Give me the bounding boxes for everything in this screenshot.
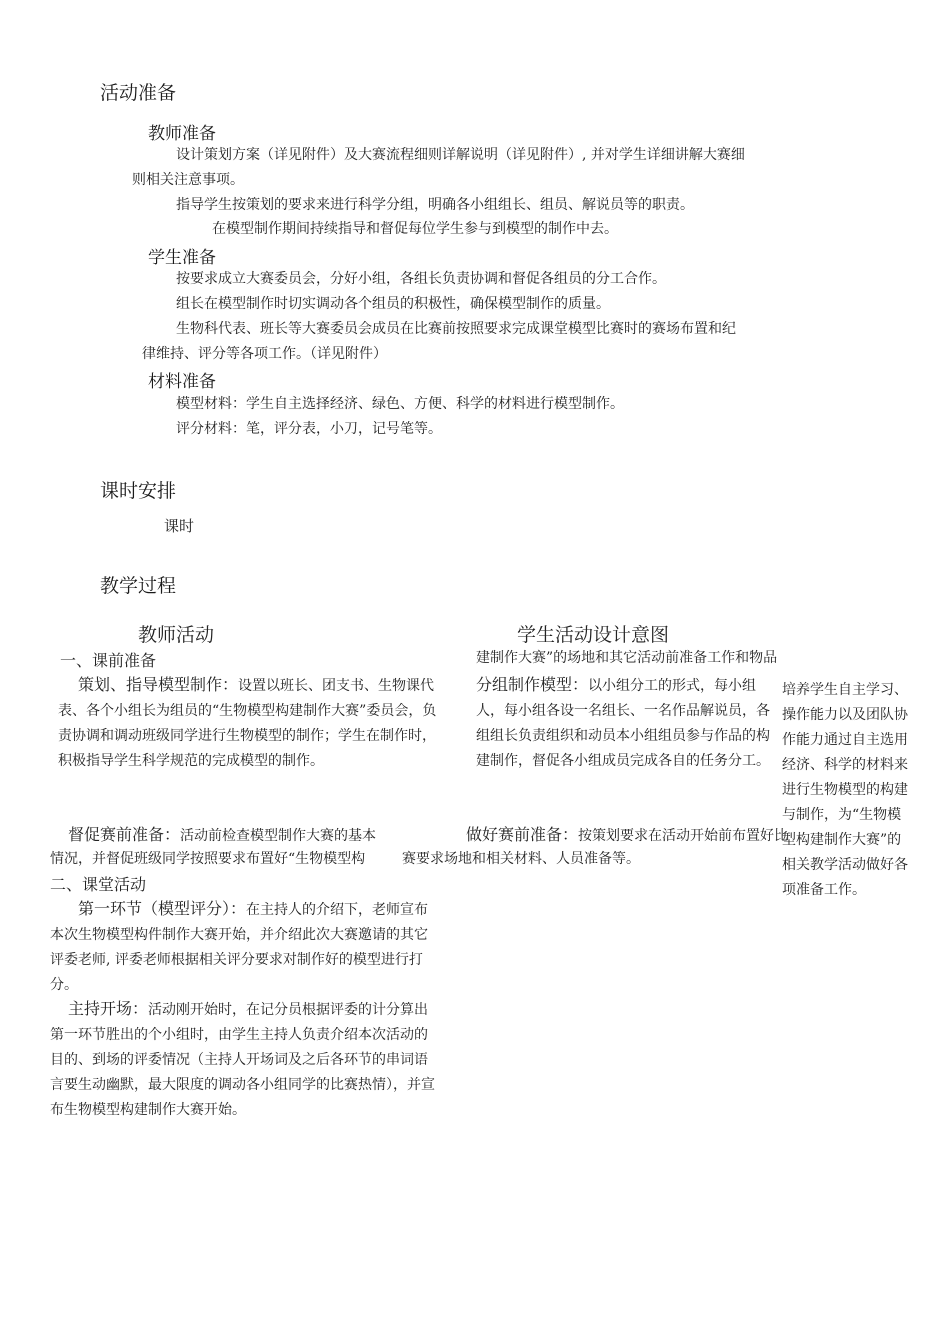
teacher-activity-pregame-lead: 督促赛前准备： bbox=[68, 825, 181, 844]
student-prep-line1: 按要求成立大赛委员会，分好小组，各组长负责协调和督促各组员的分工合作。 bbox=[176, 271, 666, 287]
section-title-process: 教学过程 bbox=[100, 575, 177, 597]
teacher-activity-round1-lead: 第一环节（模型评分）： bbox=[78, 899, 247, 918]
teacher-activity-host-lead: 主持开场： bbox=[68, 999, 149, 1018]
teacher-prep-line2: 指导学生按策划的要求来进行科学分组，明确各小组组长、组员、解说员等的职责。 bbox=[176, 197, 694, 213]
teacher-prep-line1b: 则相关注意事项。 bbox=[132, 172, 244, 188]
material-prep-line2: 评分材料：笔，评分表，小刀，记号笔等。 bbox=[176, 421, 442, 437]
heading-material-prep: 材料准备 bbox=[148, 372, 216, 392]
teacher-activity-round1 bbox=[50, 896, 436, 998]
student-activity-group bbox=[476, 672, 776, 774]
teacher-activity-host-body: 活动刚开始时，在记分员根据评委的计分算出第一环节胜出的个小组时，由学生主持人负责介绍本次活动的目的、到场的评委情况（主持人开场词及之后各环节的串词语言要生动幽默，最大限度的调动各小组同学的比赛热情），并宣布生物模型构建制作大赛开始。 bbox=[50, 1002, 435, 1118]
schedule-value: 课时 bbox=[164, 517, 195, 535]
student-activity-pregame-a bbox=[466, 822, 788, 849]
student-prep-line3a: 生物科代表、班长等大赛委员会成员在比赛前按照要求完成课堂模型比赛时的赛场布置和纪 bbox=[176, 321, 736, 337]
teacher-activity-pregame-a-text: 活动前检查模型制作大赛的基本 bbox=[180, 828, 377, 844]
section-title-schedule: 课时安排 bbox=[100, 480, 177, 502]
student-prep-line3b: 律维持、评分等各项工作。（详见附件） bbox=[142, 346, 387, 362]
student-activity-group-body: 以小组分工的形式，每小组人，每小组各设一名组长、一名作品解说员，各组组长负责组织和动员本小组组员参与作品的构建制作，督促各小组成员完成各自的任务分工。 bbox=[476, 678, 770, 769]
student-prep-line2: 组长在模型制作时切实调动各个组员的积极性，确保模型制作的质量。 bbox=[176, 296, 610, 312]
student-activity-pregame-b: 赛要求场地和相关材料、人员准备等。 bbox=[402, 851, 640, 867]
student-activity-prev-line: 建制作大赛”的场地和其它活动前准备工作和物品 bbox=[476, 650, 778, 666]
teacher-activity-plan bbox=[58, 672, 440, 774]
column-header-teacher: 教师活动 bbox=[138, 624, 215, 646]
column-header-student: 学生活动设计意图 bbox=[517, 624, 670, 646]
teacher-activity-pregame-a bbox=[68, 822, 376, 849]
teacher-activity-round1-body: 在主持人的介绍下，老师宣布本次生物模型构件制作大赛开始，并介绍此次大赛邀请的其它评委老师, 评委老师根据相关评分要求对制作好的模型进行打分。 bbox=[50, 902, 429, 993]
heading-student-prep: 学生准备 bbox=[148, 248, 216, 268]
teacher-activity-pregame-b: 情况，并督促班级同学按照要求布置好“生物模型构 bbox=[50, 851, 366, 867]
process-section1: 一、课前准备 bbox=[60, 651, 157, 670]
material-prep-line1: 模型材料：学生自主选择经济、绿色、方便、科学的材料进行模型制作。 bbox=[176, 396, 624, 412]
teacher-prep-line3: 在模型制作期间持续指导和督促每位学生参与到模型的制作中去。 bbox=[212, 221, 618, 237]
heading-teacher-prep: 教师准备 bbox=[148, 124, 216, 144]
student-activity-group-lead: 分组制作模型： bbox=[476, 675, 589, 694]
teacher-prep-line1a: 设计策划方案（详见附件）及大赛流程细则详解说明（详见附件）, 并对学生详细讲解大赛细 bbox=[176, 147, 745, 163]
design-intent-text: 培养学生自主学习、操作能力以及团队协作能力通过自主选用经济、科学的材料来进行生物模型的构建与制作，为“生物模型构建制作大赛”的相关教学活动做好各项准备工作。 bbox=[782, 682, 908, 898]
process-section2: 二、课堂活动 bbox=[50, 875, 147, 894]
teacher-activity-plan-body: 设置以班长、团支书、生物课代表、各个小组长为组员的“生物模型构建制作大赛”委员会，负责协调和调动班级同学进行生物模型的制作；学生在制作时，积极指导学生科学规范的完成模型的制作。 bbox=[58, 678, 437, 769]
student-activity-pregame-a-text: 按策划要求在活动开始前布置好比 bbox=[578, 828, 789, 844]
teacher-activity-host bbox=[50, 996, 436, 1123]
teacher-activity-plan-lead: 策划、指导模型制作： bbox=[78, 675, 239, 694]
student-activity-pregame-lead: 做好赛前准备： bbox=[466, 825, 579, 844]
section-title-prep: 活动准备 bbox=[100, 82, 177, 104]
